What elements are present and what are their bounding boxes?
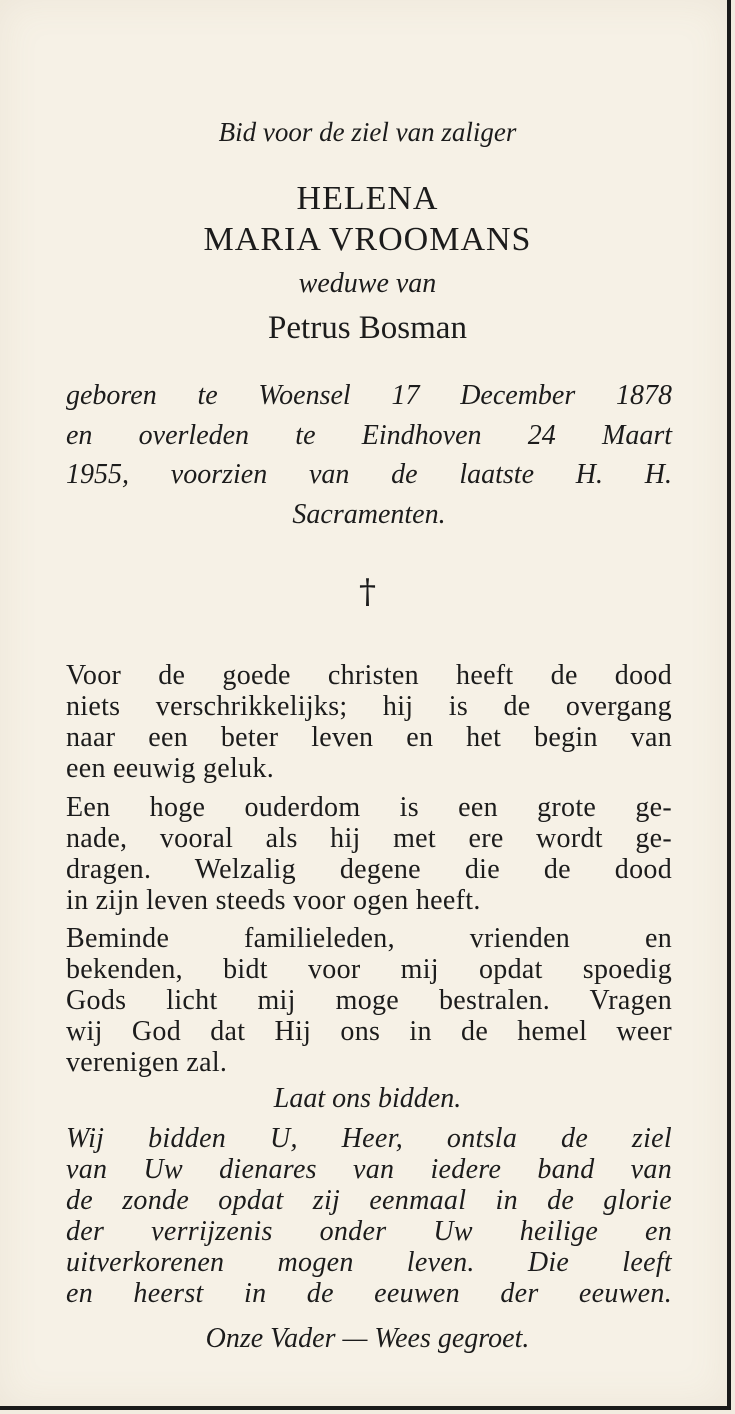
prayer-line: uitverkorenen mogen leven. Die leeft <box>66 1247 672 1278</box>
paragraph-line: naar een beter leven en het begin van <box>66 722 672 753</box>
paragraph-line: Voor de goede christen heeft de dood <box>66 660 672 691</box>
husband-name: Petrus Bosman <box>268 310 467 346</box>
bio-line: geboren te Woensel 17 December 1878 <box>66 380 672 411</box>
deceased-name-first: HELENA <box>296 180 439 217</box>
invocation-text: Bid voor de ziel van zaliger <box>218 117 517 147</box>
paragraph-line: niets verschrikkelijks; hij is de overgang <box>66 691 672 722</box>
paragraph-line: een eeuwig geluk. <box>66 753 275 784</box>
prayer-line: der verrijzenis onder Uw heilige en <box>66 1216 672 1247</box>
closing-prayers: Onze Vader — Wees gegroet. <box>205 1323 530 1354</box>
prayer-line: en heerst in de eeuwen der eeuwen. <box>66 1278 672 1309</box>
bio-line: Sacramenten. <box>292 499 446 530</box>
deceased-name-rest: MARIA VROOMANS <box>203 221 532 258</box>
paragraph-line: Beminde familieleden, vrienden en <box>66 923 672 954</box>
bio-line: 1955, voorzien van de laatste H. H. <box>66 459 672 490</box>
paragraph-line: wij God dat Hij ons in de hemel weer <box>66 1016 672 1047</box>
prayer-line: van Uw dienares van iedere band van <box>66 1154 672 1185</box>
cross-icon: † <box>359 572 376 612</box>
paragraph-line: verenigen zal. <box>66 1047 228 1078</box>
prayer-heading: Laat ons bidden. <box>273 1083 462 1114</box>
paragraph-line: nade, vooral als hij met ere wordt ge- <box>66 823 672 854</box>
prayer-line: Wij bidden U, Heer, ontsla de ziel <box>66 1123 672 1154</box>
bio-line: en overleden te Eindhoven 24 Maart <box>66 420 672 451</box>
paragraph-line: Een hoge ouderdom is een grote ge- <box>66 792 672 823</box>
prayer-line: de zonde opdat zij eenmaal in de glorie <box>66 1185 672 1216</box>
paragraph-line: in zijn leven steeds voor ogen heeft. <box>66 885 481 916</box>
paragraph-line: Gods licht mij moge bestralen. Vragen <box>66 985 672 1016</box>
widow-of-text: weduwe van <box>298 268 437 299</box>
paragraph-line: dragen. Welzalig degene die de dood <box>66 854 672 885</box>
paragraph-line: bekenden, bidt voor mij opdat spoedig <box>66 954 672 985</box>
